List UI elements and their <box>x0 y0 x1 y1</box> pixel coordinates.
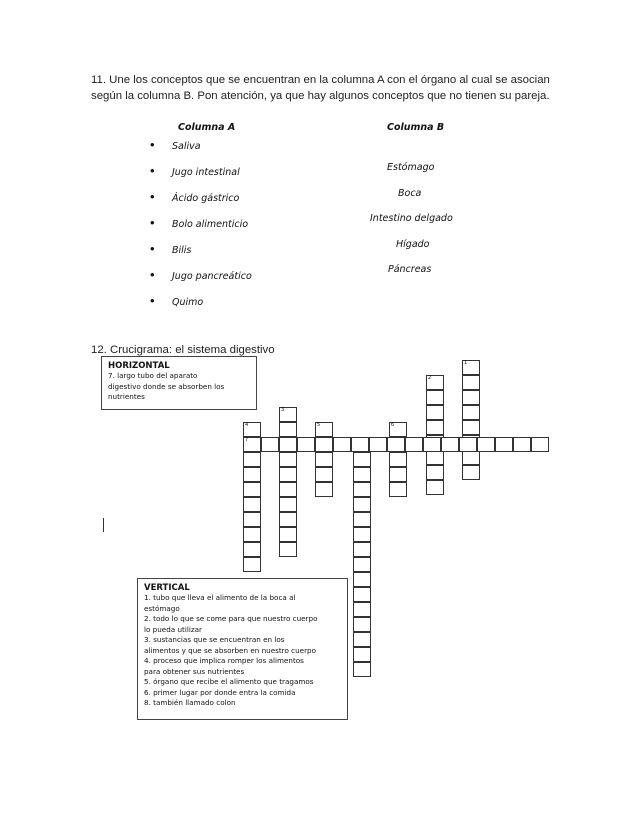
crossword-cell[interactable] <box>389 452 407 467</box>
crossword-cell[interactable] <box>279 482 297 497</box>
question-11-text: 11. Une los conceptos que se encuentran en la columna A con el órgano al cual se asocian según la columna B. Pon atención, ya que hay algunos conceptos que no tienen su pareja. <box>91 74 550 102</box>
crossword-cell[interactable] <box>426 420 444 435</box>
crossword-cell[interactable] <box>353 557 371 572</box>
crossword-cell[interactable] <box>353 542 371 557</box>
vertical-clue-line: 1. tubo que lleva el alimento de la boca al <box>144 593 296 602</box>
crossword-cell[interactable] <box>353 497 371 512</box>
crossword-cell[interactable] <box>353 602 371 617</box>
crossword-cell[interactable] <box>353 482 371 497</box>
crossword-cell[interactable] <box>513 437 531 452</box>
crossword-cell[interactable] <box>243 437 261 452</box>
column-a-item: Quimo <box>172 297 204 308</box>
vertical-clue-line: 6. primer lugar por donde entra la comida <box>144 687 296 697</box>
column-b-item: Intestino delgado <box>370 213 453 224</box>
vertical-clue-line: 4. proceso que implica romper los alimentos <box>144 656 304 665</box>
clue-number: 3 <box>281 407 285 413</box>
bullet-icon: • <box>150 189 155 204</box>
clue-number: 7 <box>245 437 249 443</box>
horizontal-clue-line: 7. largo tubo del aparato <box>108 371 198 380</box>
horizontal-clue-line: digestivo donde se absorben los <box>108 381 225 391</box>
horizontal-clues-box <box>101 356 257 410</box>
crossword-cell[interactable] <box>369 437 387 452</box>
crossword-cell[interactable] <box>243 452 261 467</box>
column-a-title: Columna A <box>178 122 236 133</box>
clue-number: 5 <box>317 422 321 428</box>
crossword-cell[interactable] <box>243 422 261 437</box>
column-a-item: Jugo pancreático <box>172 271 252 282</box>
crossword-cell[interactable] <box>315 422 333 437</box>
vertical-clue-line: lo pueda utilizar <box>144 624 202 634</box>
crossword-cell[interactable] <box>389 482 407 497</box>
column-b-item: Estómago <box>387 162 435 173</box>
clue-number: 1 <box>464 360 468 366</box>
crossword-cell[interactable] <box>426 480 444 495</box>
crossword-cell[interactable] <box>243 497 261 512</box>
column-b-item: Boca <box>398 188 422 199</box>
vertical-clue-line: 3. sustancias que se encuentran en los <box>144 635 285 644</box>
column-a-item: Bolo alimenticio <box>172 219 249 230</box>
crossword-cell[interactable] <box>261 437 279 452</box>
text-cursor <box>103 518 104 532</box>
crossword-cell[interactable] <box>243 512 261 527</box>
crossword-cell[interactable] <box>462 420 480 435</box>
horizontal-clues-title: HORIZONTAL <box>108 361 170 371</box>
crossword-cell[interactable] <box>423 437 441 452</box>
crossword-cell[interactable] <box>279 422 297 437</box>
crossword-cell[interactable] <box>243 482 261 497</box>
crossword-cell[interactable] <box>389 467 407 482</box>
crossword-cell[interactable] <box>462 390 480 405</box>
crossword-cell[interactable] <box>426 465 444 480</box>
vertical-clue-line: 8. también llamado colon <box>144 698 236 707</box>
crossword-cell[interactable] <box>389 422 407 437</box>
column-b-title: Columna B <box>387 122 445 133</box>
crossword-cell[interactable] <box>462 375 480 390</box>
crossword-cell[interactable] <box>279 452 297 467</box>
crossword-cell[interactable] <box>315 452 333 467</box>
crossword-cell[interactable] <box>353 647 371 662</box>
column-a-item: Bilis <box>172 245 192 256</box>
crossword-cell[interactable] <box>462 360 480 375</box>
crossword-cell[interactable] <box>353 587 371 602</box>
vertical-clues-box <box>137 578 348 720</box>
column-a-item: Saliva <box>172 141 201 152</box>
vertical-clue-line: 2. todo lo que se come para que nuestro cuerpo <box>144 614 318 623</box>
crossword-cell[interactable] <box>353 662 371 677</box>
column-a-item: Jugo intestinal <box>172 167 240 178</box>
horizontal-clue-line: nutrientes <box>108 392 145 401</box>
crossword-cell[interactable] <box>353 452 371 467</box>
crossword-cell[interactable] <box>441 437 459 452</box>
crossword-cell[interactable] <box>279 512 297 527</box>
crossword-cell[interactable] <box>353 512 371 527</box>
crossword-cell[interactable] <box>426 375 444 390</box>
crossword-cell[interactable] <box>243 467 261 482</box>
crossword-cell[interactable] <box>353 617 371 632</box>
clue-number: 2 <box>428 375 432 381</box>
crossword-cell[interactable] <box>297 437 315 452</box>
crossword-cell[interactable] <box>243 527 261 542</box>
crossword-cell[interactable] <box>477 437 495 452</box>
crossword-cell[interactable] <box>279 497 297 512</box>
crossword-cell[interactable] <box>351 437 369 452</box>
vertical-clues-title: VERTICAL <box>144 583 190 593</box>
bullet-icon: • <box>150 241 155 256</box>
crossword-cell[interactable] <box>315 437 333 452</box>
crossword-cell[interactable] <box>353 632 371 647</box>
crossword-cell[interactable] <box>315 482 333 497</box>
question-12-text: 12. Crucigrama: el sistema digestivo <box>91 344 275 356</box>
crossword-cell[interactable] <box>353 572 371 587</box>
crossword-cell[interactable] <box>279 407 297 422</box>
bullet-icon: • <box>150 215 155 230</box>
crossword-cell[interactable] <box>531 437 549 452</box>
crossword-cell[interactable] <box>279 527 297 542</box>
vertical-clue-line: 5. órgano que recibe el alimento que tragamos <box>144 677 314 686</box>
crossword-cell[interactable] <box>243 542 261 557</box>
bullet-icon: • <box>150 163 155 178</box>
vertical-clue-line: alimentos y que se absorben en nuestro cuerpo <box>144 645 317 655</box>
crossword-cell[interactable] <box>459 437 477 452</box>
vertical-clue-line: estómago <box>144 603 180 613</box>
column-a-item: Ácido gástrico <box>172 193 240 204</box>
crossword-cell[interactable] <box>279 542 297 557</box>
crossword-cell[interactable] <box>462 465 480 480</box>
crossword-cell[interactable] <box>426 450 444 465</box>
bullet-icon: • <box>150 267 155 282</box>
clue-number: 4 <box>245 422 249 428</box>
crossword-cell[interactable] <box>405 437 423 452</box>
column-b-item: Páncreas <box>388 264 432 275</box>
crossword-cell[interactable] <box>279 467 297 482</box>
crossword-cell[interactable] <box>462 405 480 420</box>
column-b-item: Hígado <box>396 239 430 250</box>
crossword-cell[interactable] <box>426 390 444 405</box>
bullet-icon: • <box>150 293 155 308</box>
vertical-clue-line: para obtener sus nutrientes <box>144 666 245 676</box>
crossword-cell[interactable] <box>315 467 333 482</box>
bullet-icon: • <box>150 137 155 152</box>
crossword-cell[interactable] <box>243 557 261 572</box>
clue-number: 6 <box>391 422 395 428</box>
crossword-cell[interactable] <box>333 437 351 452</box>
crossword-cell[interactable] <box>426 405 444 420</box>
crossword-cell[interactable] <box>387 437 405 452</box>
crossword-cell[interactable] <box>495 437 513 452</box>
crossword-cell[interactable] <box>279 437 297 452</box>
crossword-cell[interactable] <box>353 467 371 482</box>
crossword-cell[interactable] <box>462 450 480 465</box>
crossword-cell[interactable] <box>353 527 371 542</box>
